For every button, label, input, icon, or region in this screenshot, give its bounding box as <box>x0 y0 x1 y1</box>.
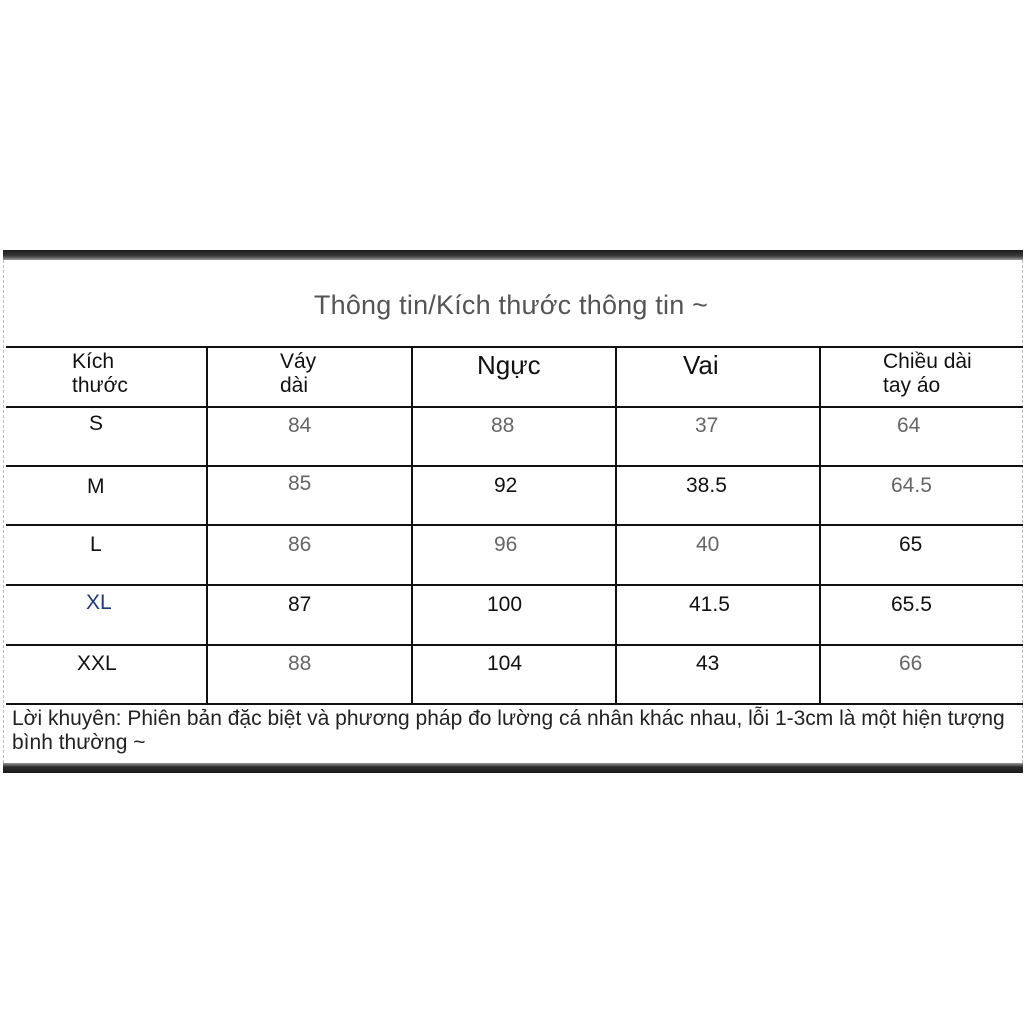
cell-size: XXL <box>77 652 117 675</box>
cell-chest: 92 <box>494 474 518 497</box>
cell-sleeve: 65.5 <box>891 593 932 616</box>
cell-sleeve: 66 <box>899 652 923 675</box>
cell-shoulder: 38.5 <box>686 474 727 497</box>
header-size-line1: Kích <box>72 350 115 373</box>
grid-line <box>819 346 821 703</box>
header-shoulder-line1: Vai <box>683 350 719 380</box>
panel-frame <box>3 260 1023 763</box>
cell-size: XL <box>86 591 112 614</box>
cell-length: 88 <box>288 652 312 675</box>
cell-sleeve: 64 <box>897 414 921 437</box>
header-sleeve-line2: tay áo <box>883 374 941 397</box>
cell-length: 87 <box>288 593 312 616</box>
header-length <box>280 350 316 398</box>
cell-shoulder: 43 <box>696 652 720 675</box>
grid-line <box>6 346 1023 348</box>
header-sleeve-line1: Chiều dài <box>883 350 972 373</box>
header-size-line2: thước <box>72 374 128 397</box>
header-sleeve <box>883 350 972 398</box>
cell-shoulder: 37 <box>695 414 719 437</box>
grid-line <box>615 346 617 703</box>
cell-length: 84 <box>288 414 312 437</box>
cell-chest: 100 <box>487 593 523 616</box>
cell-chest: 88 <box>491 414 515 437</box>
header-shoulder <box>683 350 719 380</box>
cell-length: 85 <box>288 472 312 495</box>
cell-sleeve: 65 <box>899 533 923 556</box>
grid-line <box>6 584 1023 586</box>
grid-line <box>6 524 1023 526</box>
header-length-line2: dài <box>280 374 309 397</box>
chart-title: Thông tin/Kích thước thông tin ~ <box>313 290 709 320</box>
cell-length: 86 <box>288 533 312 556</box>
grid-line <box>6 703 1023 705</box>
cell-size: M <box>87 475 105 498</box>
size-chart-panel <box>3 250 1023 773</box>
cell-shoulder: 40 <box>696 533 720 556</box>
grid-line <box>6 644 1023 646</box>
top-border-bar <box>3 250 1023 260</box>
header-chest <box>477 350 541 380</box>
cell-size: L <box>90 533 102 556</box>
grid-line <box>206 346 208 703</box>
cell-shoulder: 41.5 <box>689 593 730 616</box>
cell-sleeve: 64.5 <box>891 474 932 497</box>
grid-line <box>411 346 413 703</box>
cell-chest: 104 <box>487 652 523 675</box>
grid-line <box>6 465 1023 467</box>
bottom-border-bar <box>3 763 1023 773</box>
cell-size: S <box>89 412 104 435</box>
header-chest-line1: Ngực <box>477 350 541 380</box>
measurement-note: Lời khuyên: Phiên bản đặc biệt và phương pháp đo lường cá nhân khác nhau, lỗi 1-3cm là một hiện tượng bình thường ~ <box>12 707 1005 754</box>
header-length-line1: Váy <box>280 350 317 373</box>
cell-chest: 96 <box>494 533 518 556</box>
grid-line <box>6 406 1023 408</box>
header-size <box>72 350 128 398</box>
